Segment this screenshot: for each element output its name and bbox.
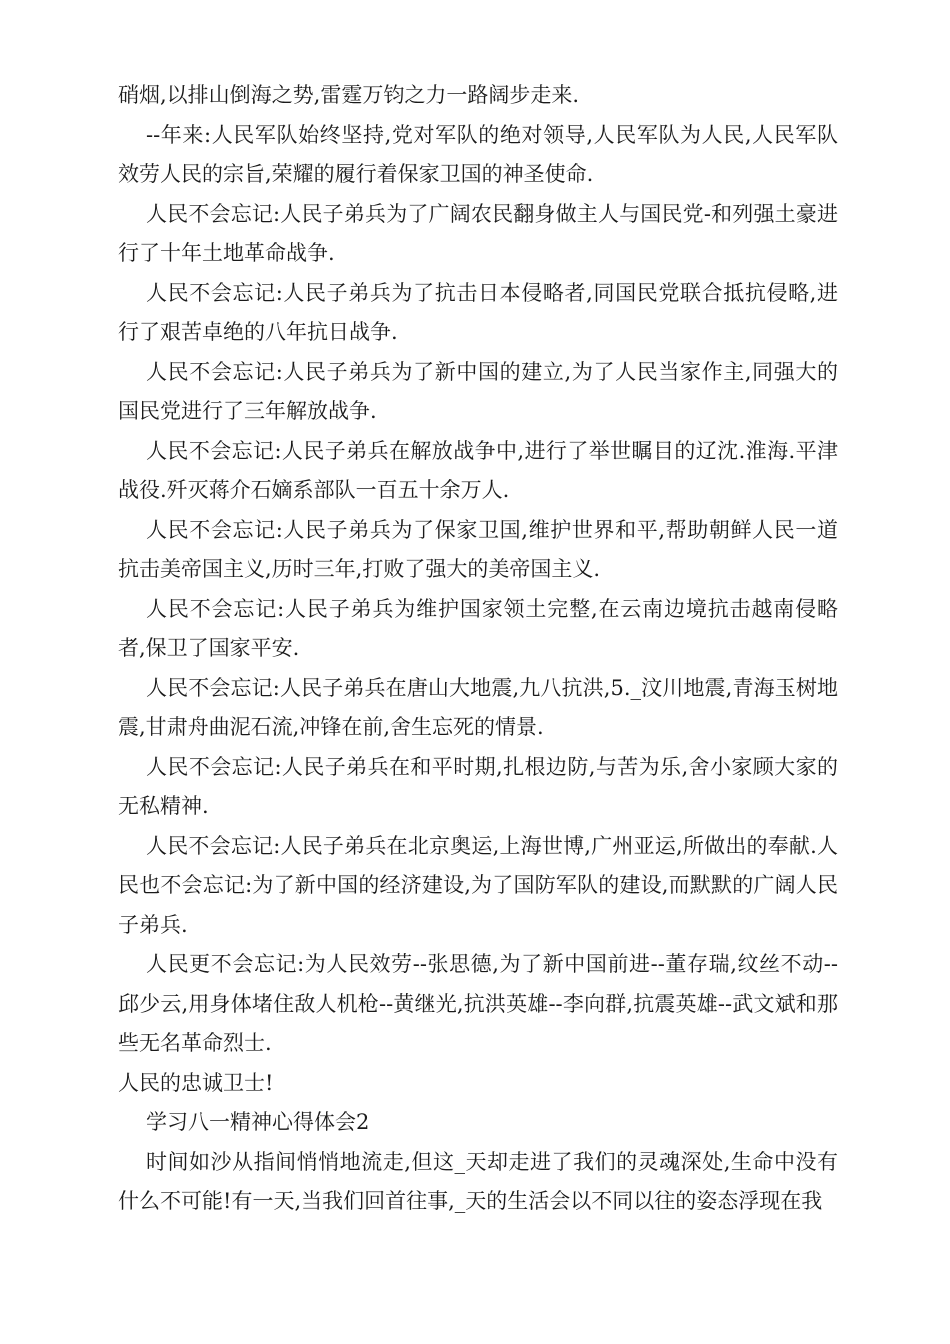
paragraph-10: 人民不会忘记:人民子弟兵在和平时期,扎根边防,与苦为乐,舍小家顾大家的无私精神.: [118, 754, 838, 818]
paragraph-15: 时间如沙从指间悄悄地流走,但这_天却走进了我们的灵魂深处,生命中没有什么不可能!有一天,当我们回首往事,_天的生活会以不同以往的姿态浮现在我: [118, 1149, 838, 1213]
paragraph-8: 人民不会忘记:人民子弟兵为维护国家领土完整,在云南边境抗击越南侵略者,保卫了国家平安.: [118, 596, 838, 660]
paragraph-13: 人民的忠诚卫士!: [118, 1070, 274, 1095]
paragraph-9: 人民不会忘记:人民子弟兵在唐山大地震,九八抗洪,5._汶川地震,青海玉树地震,甘肃舟曲泥石流,冲锋在前,舍生忘死的情景.: [118, 675, 838, 739]
paragraph-11: 人民不会忘记:人民子弟兵在北京奥运,上海世博,广州亚运,所做出的奉献.人民也不会忘记:为了新中国的经济建设,为了国防军队的建设,而默默的广阔人民子弟兵.: [118, 833, 838, 937]
paragraph-6: 人民不会忘记:人民子弟兵在解放战争中,进行了举世瞩目的辽沈.淮海.平津战役.歼灭蒋介石嫡系部队一百五十余万人.: [118, 438, 838, 502]
paragraph-5: 人民不会忘记:人民子弟兵为了新中国的建立,为了人民当家作主,同强大的国民党进行了三年解放战争.: [118, 359, 838, 423]
paragraph-7: 人民不会忘记:人民子弟兵为了保家卫国,维护世界和平,帮助朝鲜人民一道抗击美帝国主义,历时三年,打败了强大的美帝国主义.: [118, 517, 838, 581]
paragraph-12: 人民更不会忘记:为人民效劳--张思德,为了新中国前进--董存瑞,纹丝不动--邱少云,用身体堵住敌人机枪--黄继光,抗洪英雄--李向群,抗震英雄--武文斌和那些无名革命烈士.: [118, 952, 838, 1055]
paragraph-1: 硝烟,以排山倒海之势,雷霆万钧之力一路阔步走来.: [118, 83, 580, 107]
section-heading: 学习八一精神心得体会2: [146, 1110, 370, 1134]
paragraph-4: 人民不会忘记:人民子弟兵为了抗击日本侵略者,同国民党联合抵抗侵略,进行了艰苦卓绝的八年抗日战争.: [118, 280, 838, 344]
document-body: [118, 76, 838, 1222]
paragraph-3: 人民不会忘记:人民子弟兵为了广阔农民翻身做主人与国民党-和列强土豪进行了十年土地革命战争.: [118, 201, 838, 265]
paragraph-2: --年来:人民军队始终坚持,党对军队的绝对领导,人民军队为人民,人民军队效劳人民的宗旨,荣耀的履行着保家卫国的神圣使命.: [118, 122, 838, 186]
